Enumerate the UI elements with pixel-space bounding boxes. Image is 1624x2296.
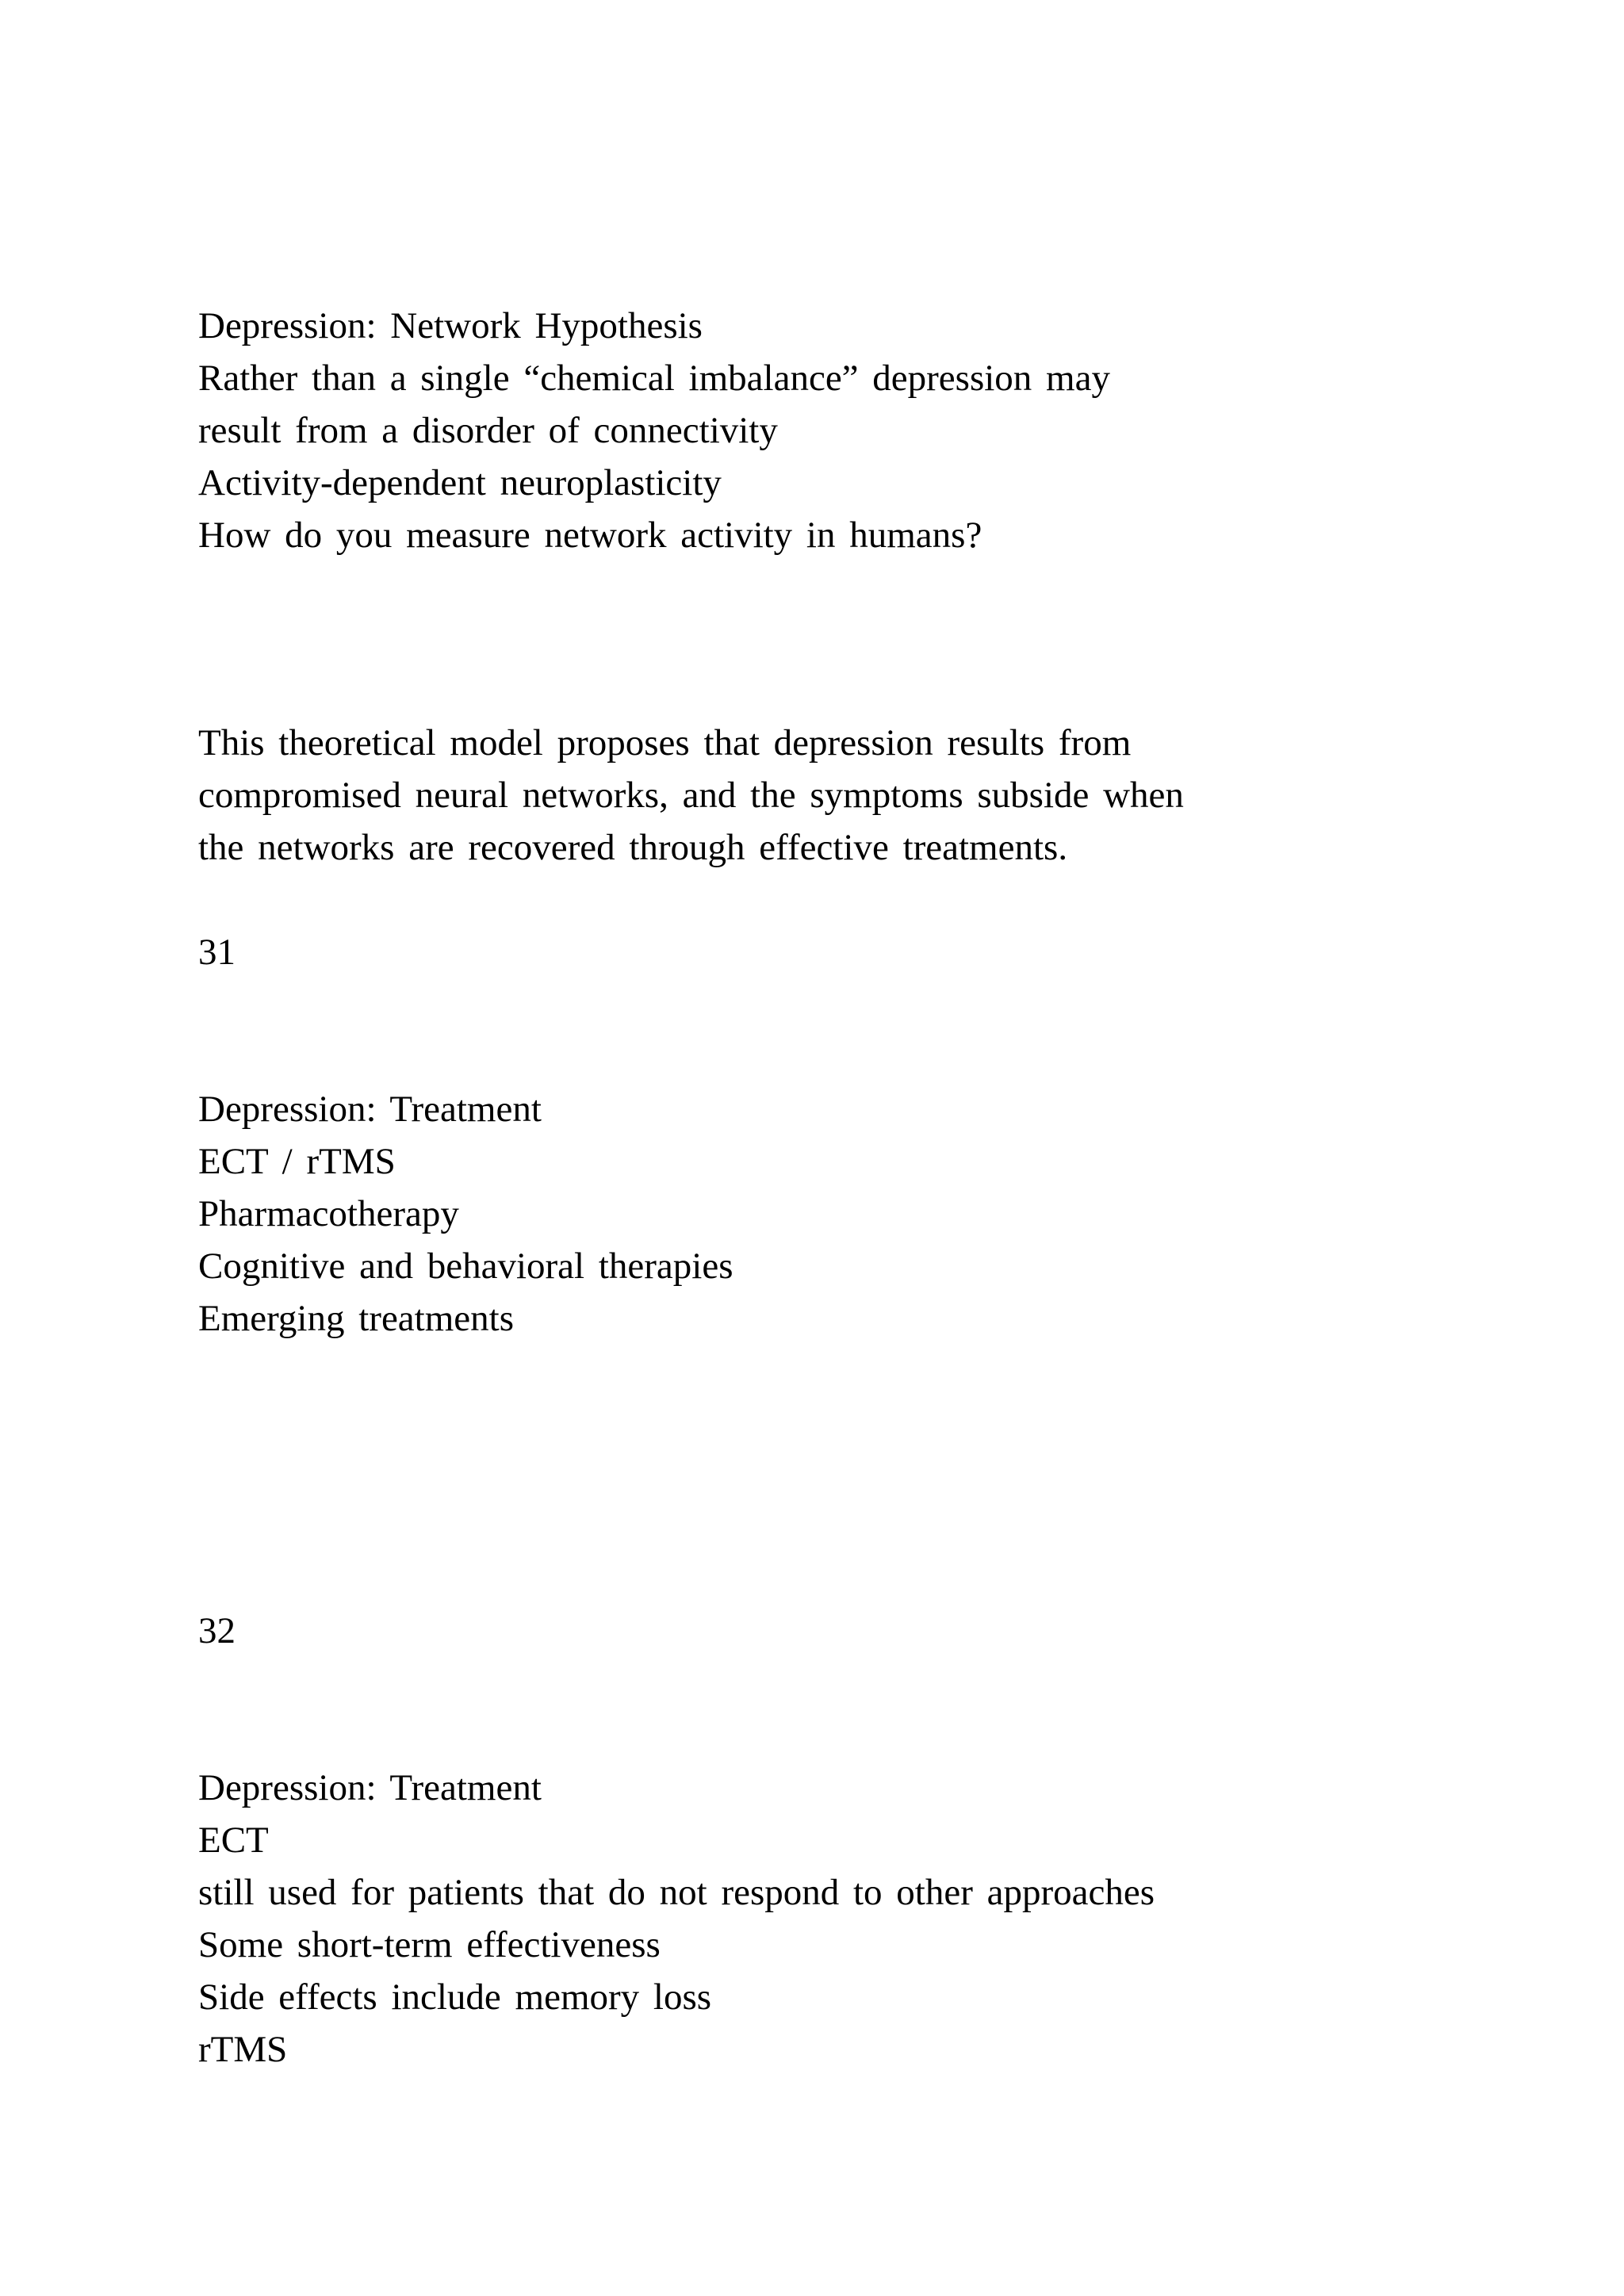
text-line: How do you measure network activity in humans? (198, 515, 982, 556)
heading-treatment: Depression: Treatment (198, 1089, 542, 1130)
text-line: Activity-dependent neuroplasticity (198, 462, 722, 503)
notes-line: the networks are recovered through effective treatments. (198, 827, 1068, 868)
text-line: result from a disorder of connectivity (198, 410, 778, 451)
text-line: Cognitive and behavioral therapies (198, 1246, 733, 1287)
heading-network-hypothesis: Depression: Network Hypothesis (198, 305, 703, 346)
text-line: ECT / rTMS (198, 1141, 396, 1182)
slide-number: 32 (198, 1610, 236, 1651)
heading-treatment: Depression: Treatment (198, 1767, 542, 1808)
text-line: ECT (198, 1820, 269, 1861)
text-line: still used for patients that do not respond to other approaches (198, 1872, 1155, 1913)
text-line: Pharmacotherapy (198, 1193, 459, 1234)
text-line: Rather than a single “chemical imbalance” depression may (198, 358, 1110, 399)
text-line: Side effects include memory loss (198, 1976, 712, 2018)
slide-number: 31 (198, 932, 236, 973)
notes-line: compromised neural networks, and the symptoms subside when (198, 775, 1184, 816)
text-line: Emerging treatments (198, 1298, 514, 1339)
text-line: rTMS (198, 2029, 288, 2070)
text-line: Some short-term effectiveness (198, 1924, 661, 1965)
notes-line: This theoretical model proposes that depression results from (198, 722, 1132, 763)
